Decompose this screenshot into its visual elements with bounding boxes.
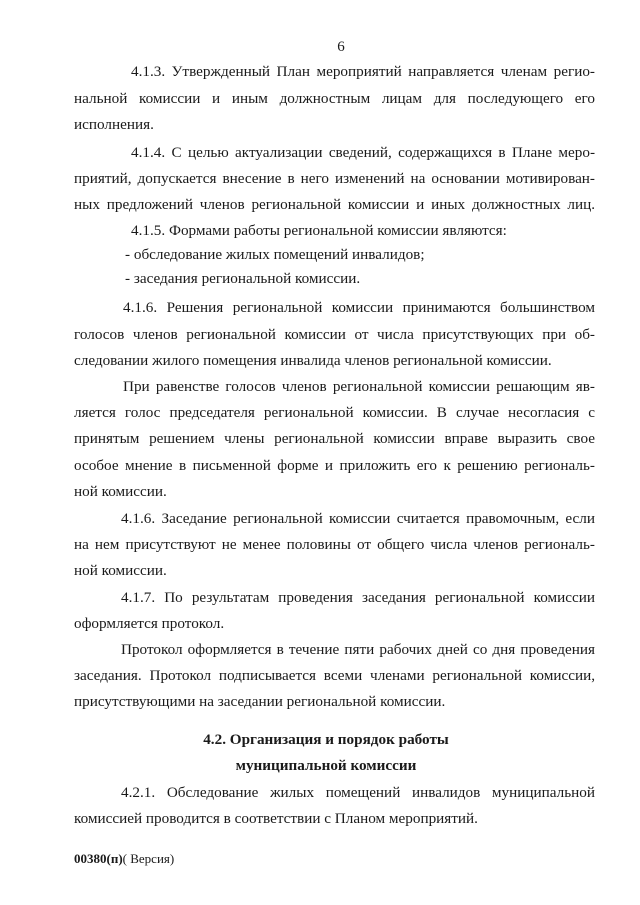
document-footer [74, 851, 174, 867]
paragraph-4-1-4-line-2: приятий, допускается внесение в него изменений на основании мотивирован- [74, 170, 595, 187]
page-number: 6 [337, 39, 345, 55]
paragraph-protocol-line-1: Протокол оформляется в течение пяти рабочих дней со дня проведения [121, 641, 595, 658]
paragraph-tie-vote-line-3: принятым решением члены региональной комиссии вправе выразить свое [74, 430, 595, 447]
paragraph-4-1-3-line-1: 4.1.3. Утвержденный План мероприятий направляется членам регио- [131, 63, 595, 80]
paragraph-tie-vote-line-2: ляется голос председателя региональной комиссии. В случае несогласия с [74, 404, 595, 421]
paragraph-tie-vote-line-1: При равенстве голосов членов региональной комиссии решающим яв- [123, 378, 595, 395]
section-heading-line-1: 4.2. Организация и порядок работы [203, 731, 449, 748]
paragraph-4-1-6-line-2: голосов членов региональной комиссии от числа присутствующих при об- [74, 326, 595, 343]
paragraph-tie-vote-line-5: ной комиссии. [74, 483, 167, 500]
document-code: 00380(п) [74, 851, 123, 866]
paragraph-4-1-3-line-3: исполнения. [74, 116, 154, 133]
paragraph-quorum-line-1: 4.1.6. Заседание региональной комиссии считается правомочным, если [121, 510, 595, 527]
paragraph-4-1-5-line-1: 4.1.5. Формами работы региональной комиссии являются: [131, 222, 507, 239]
paragraph-4-1-6-line-1: 4.1.6. Решения региональной комиссии принимаются большинством [123, 299, 595, 316]
paragraph-protocol-line-3: присутствующими на заседании региональной комиссии. [74, 693, 446, 710]
paragraph-4-1-7-line-1: 4.1.7. По результатам проведения заседания региональной комиссии [121, 589, 595, 606]
paragraph-quorum-line-3: ной комиссии. [74, 562, 167, 579]
paragraph-4-1-3-line-2: нальной комиссии и иным должностным лицам для последующего его [74, 90, 595, 107]
list-item-meetings: - заседания региональной комиссии. [125, 270, 361, 287]
paragraph-4-2-1-line-1: 4.2.1. Обследование жилых помещений инвалидов муниципальной [121, 784, 595, 801]
section-heading-line-2: муниципальной комиссии [235, 757, 417, 774]
paragraph-4-1-7-line-2: оформляется протокол. [74, 615, 225, 632]
paragraph-tie-vote-line-4: особое мнение в письменной форме и приложить его к решению региональ- [74, 457, 595, 474]
paragraph-4-1-4-line-1: 4.1.4. С целью актуализации сведений, содержащихся в Плане меро- [131, 144, 595, 161]
paragraph-4-1-4-line-3: ных предложений членов региональной комиссии и иных должностных лиц. [74, 196, 595, 213]
paragraph-quorum-line-2: на нем присутствуют не менее половины от общего числа членов региональ- [74, 536, 595, 553]
document-version: ( Версия) [122, 851, 175, 866]
list-item-inspection: - обследование жилых помещений инвалидов; [125, 246, 425, 263]
paragraph-4-2-1-line-2: комиссией проводится в соответствии с Планом мероприятий. [74, 810, 478, 827]
paragraph-4-1-6-line-3: следовании жилого помещения инвалида членов региональной комиссии. [74, 352, 552, 369]
paragraph-protocol-line-2: заседания. Протокол подписывается всеми членами региональной комиссии, [74, 667, 595, 684]
